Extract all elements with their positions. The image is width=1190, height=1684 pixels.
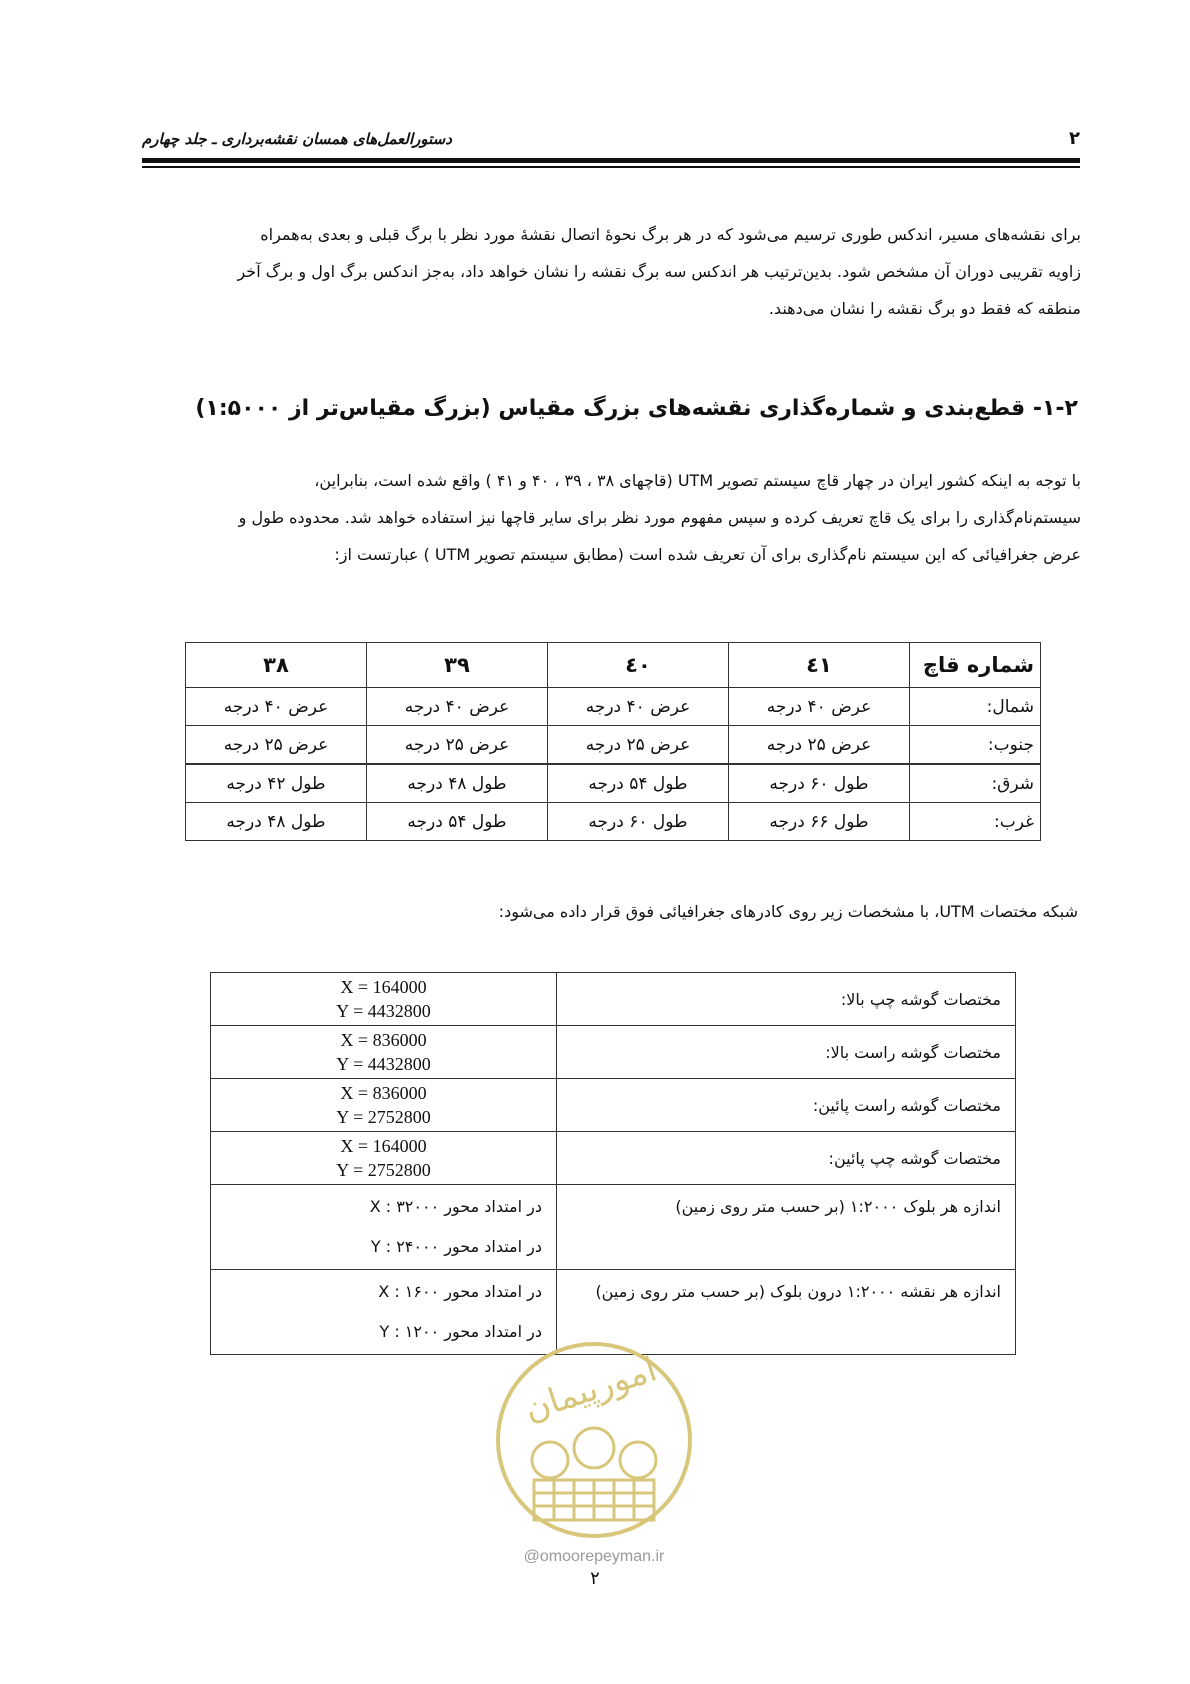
section-paragraph: [143, 462, 1081, 573]
table-row: [186, 764, 1041, 803]
zone-header-39: ۳۹: [367, 643, 548, 688]
coord-description: مختصات گوشه چپ پائین:: [557, 1132, 1016, 1185]
row-label: شرق:: [910, 764, 1041, 803]
section-line: با توجه به اینکه کشور ایران در چهار قاچ سیستم تصویر UTM (قاچهای ۳۸ ، ۳۹ ، ۴۰ و ۴۱ ) واقع شده است، بنابراین،: [314, 471, 1081, 490]
table-cell: عرض ۴۰ درجه: [548, 688, 729, 726]
row-label: جنوب:: [910, 726, 1041, 765]
coord-x: X = 164000: [340, 1136, 427, 1156]
table-row: [186, 803, 1041, 841]
footer-page-number: ۲: [590, 1568, 600, 1589]
header-title: دستورالعمل‌های همسان نقشه‌برداری ـ جلد چهارم: [142, 130, 452, 148]
coordinates-table: [210, 972, 1016, 1355]
table-cell: طول ۶۶ درجه: [729, 803, 910, 841]
zone-header-38: ۳۸: [186, 643, 367, 688]
table-cell: طول ۵۴ درجه: [367, 803, 548, 841]
zone-header-label: شماره قاچ: [910, 643, 1041, 688]
table-row: [211, 1132, 1016, 1185]
table-cell: طول ۴۲ درجه: [186, 764, 367, 803]
section-heading: ۱-۲- قطع‌بندی و شماره‌گذاری نقشه‌های بزرگ مقیاس (بزرگ مقیاس‌تر از ۱:۵۰۰۰): [195, 396, 1078, 421]
coord-x: X = 836000: [340, 1083, 427, 1103]
table-cell: طول ۴۸ درجه: [367, 764, 548, 803]
row-label: غرب:: [910, 803, 1041, 841]
coord-value: [211, 1026, 557, 1079]
table-row: [211, 1185, 1016, 1270]
running-header: [142, 128, 1080, 152]
axis-x-length: در امتداد محور X : ۳۲۰۰۰: [369, 1197, 542, 1216]
coord-y: Y = 4432800: [336, 1054, 431, 1074]
zone-header-40: ٤٠: [548, 643, 729, 688]
coord-value: [211, 1185, 557, 1270]
table-cell: عرض ۲۵ درجه: [729, 726, 910, 765]
table-cell: عرض ۲۵ درجه: [186, 726, 367, 765]
coord-value: [211, 973, 557, 1026]
table-row: [211, 1026, 1016, 1079]
section-line: عرض جغرافیائی که این سیستم نام‌گذاری برای آن تعریف شده است (مطابق سیستم تصویر UTM ) عبارتست از:: [334, 545, 1081, 564]
header-page-number: ۲: [1069, 128, 1080, 149]
coord-y: Y = 2752800: [336, 1160, 431, 1180]
coord-y: Y = 2752800: [336, 1107, 431, 1127]
table-cell: عرض ۲۵ درجه: [367, 726, 548, 765]
table-cell: عرض ۲۵ درجه: [548, 726, 729, 765]
section-line: سیستم‌نام‌گذاری را برای یک قاچ تعریف کرده و سپس مفهوم مورد نظر برای سایر قاچها نیز استفاده خواهد شد. محدوده طول و: [238, 508, 1081, 527]
intro-line: منطقه که فقط دو برگ نقشه را نشان می‌دهند.: [768, 299, 1081, 318]
grid-sentence: شبکه مختصات UTM، با مشخصات زیر روی کادرهای جغرافیائی فوق قرار داده می‌شود:: [498, 902, 1078, 921]
row-label: شمال:: [910, 688, 1041, 726]
watermark-logo: [494, 1330, 694, 1550]
coord-x: X = 164000: [340, 977, 427, 997]
zone-header-row: [186, 643, 1041, 688]
zone-header-41: ٤١: [729, 643, 910, 688]
watermark-site: @omoorepeyman.ir: [523, 1548, 665, 1565]
coord-description: مختصات گوشه چپ بالا:: [557, 973, 1016, 1026]
coord-value: [211, 1079, 557, 1132]
table-cell: طول ۴۸ درجه: [186, 803, 367, 841]
axis-x-length: در امتداد محور X : ۱۶۰۰: [378, 1282, 542, 1301]
zone-table: [185, 642, 1041, 841]
coord-y: Y = 4432800: [336, 1001, 431, 1021]
table-cell: عرض ۴۰ درجه: [729, 688, 910, 726]
table-cell: طول ۶۰ درجه: [729, 764, 910, 803]
table-row: [211, 1079, 1016, 1132]
coord-x: X = 836000: [340, 1030, 427, 1050]
table-cell: عرض ۴۰ درجه: [367, 688, 548, 726]
coord-value: [211, 1132, 557, 1185]
intro-line: زاویه تقریبی دوران آن مشخص شود. بدین‌ترتیب هر اندکس سه برگ نقشه را نشان خواهد داد، به‌جز اندکس برگ اول و برگ آخر: [237, 262, 1081, 281]
table-row: [186, 688, 1041, 726]
header-rule-thin: [142, 166, 1080, 168]
table-cell: طول ۵۴ درجه: [548, 764, 729, 803]
coord-description: اندازه هر بلوک ۱:۲۰۰۰ (بر حسب متر روی زمین): [557, 1185, 1016, 1270]
svg-text:امورپیمان: امورپیمان: [519, 1349, 662, 1430]
intro-line: برای نقشه‌های مسیر، اندکس طوری ترسیم می‌شود که در هر برگ نحوهٔ اتصال نقشهٔ مورد نظر با برگ قبلی و بعدی به‌همراه: [260, 225, 1081, 244]
intro-paragraph: [143, 216, 1081, 327]
coord-description: مختصات گوشه راست پائین:: [557, 1079, 1016, 1132]
coord-description: مختصات گوشه راست بالا:: [557, 1026, 1016, 1079]
table-row: [211, 973, 1016, 1026]
axis-y-length: در امتداد محور Y : ۱۲۰۰: [379, 1322, 542, 1341]
table-row: [186, 726, 1041, 765]
coord-description: اندازه هر نقشه ۱:۲۰۰۰ درون بلوک (بر حسب متر روی زمین): [557, 1270, 1016, 1355]
header-rule-thick: [142, 158, 1080, 163]
axis-y-length: در امتداد محور Y : ۲۴۰۰۰: [370, 1237, 542, 1256]
table-cell: عرض ۴۰ درجه: [186, 688, 367, 726]
table-cell: طول ۶۰ درجه: [548, 803, 729, 841]
